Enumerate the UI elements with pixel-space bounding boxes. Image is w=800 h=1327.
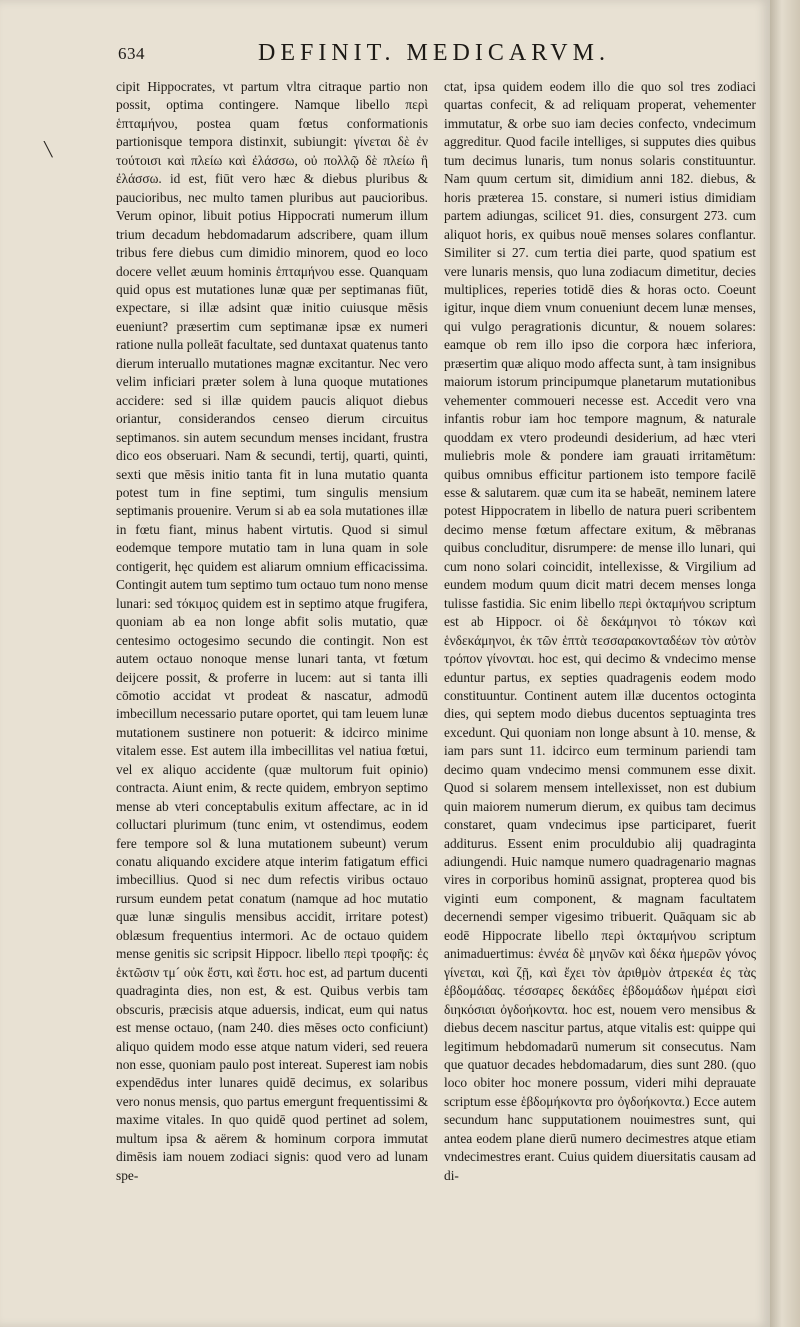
column-text: cipit Hippocrates, vt partum vltra citraque partio non possit, optima contingere. Namque libello περὶ ἑπταμήνου, postea quam fœtus conformationis partionisque tempora distinxit, subiungit: γίνεται δὲ ἐν τούτοισι καὶ πλείω καὶ ἐλάσσω, οὐ πολλῷ δὲ πλείω ἢ ἐλάσσω. id est, fiūt vero hæc & diebus pluribus & paucioribus, nec multo tamen pluribus aut paucioribus. Verum opinor, libuit potius Hippocrati numerum illum trium decadum hebdomadarum adscribere, quam illum tribus fere diebus cum dimidio minorem, quod eo loco docere vellet æuum hominis ἑπταμήνου esse. Quanquam quid opus est mutationes lunæ quæ per septimanas fiūt, expectare, si illæ adsint quæ initio cuiusque mēsis eueniunt? præsertim cum septimanæ ipsæ ex numeri ratione nulla polleāt facultate, sed duntaxat quatenus tanto dierum interuallo mutationes magnæ excitantur. Nec vero velim inficiari præter solem à luna quoque mutationes accidere: sed si illæ quidem paucis aliquot diebus oriantur, considerandos censeo dierum circuitus septimanos. sin autem secundum menses incidant, frustra dico eos obseruari. Nam & secundi, tertij, quarti, quinti, sexti que mēsis initio tanta fit in luna mutatio quanta potest tum in fine septimi, tum singulis mensium septimanis prouenire. Verum si ab ea sola mutationes illæ in fœtu fiant, minus habent virtutis. Quod si simul eodemque tempore mutatio tam in luna quam in sole contigerit, hęc quidem est aliarum omnium efficacissima. Contingit autem tum septimo tum octauo tum nono mense lunari: sed τόκιμος quidem est in septimo atque frugifera, quoniam ab ea non longe abfit solis mutatio, quæ centesimo octogesimo secundo die contingit. Non est autem octauo nonoque mense lunari tanta, vt fœtum deijcere possit, & proferre in lucem: aut si tanta illi cōmotio accidat vt prodeat & nascatur, admodū imbecillum necessario putare oportet, qui tam leuem lunæ mutationem sustinere non potuerit: & idcirco minime vitalem esse. Est autem illa imbecillitas vel natiua fœtui, vel ex aliquo accidente (quæ multorum fuit opinio) contracta. Aiunt enim, & recte quidem, embryon septimo mense ab vteri conceptabulis exitum affectare, ac in id colluctari plurimum (tunc enim, vt ostendimus, eodem fere tempore sol & luna mutationem subeunt) verum conatu aliquando excidere atque interim fatigatum effici imbecillius. Quod si nec dum refectis viribus octauo rursum eundem petat conatum (namque ad hoc mutatio quæ lunæ singulis mensibus accidit, irritare potest) oblæsum frequentius intermori. Ac de octauo quidem mense genitis sic scripsit Hippocr. libello περὶ τροφῆς: ἐς ἑκτῶσιν τμ´ οὐκ ἔστι, καὶ ἔστι. hoc est, ad partum ducenti quadraginta dies, non est, & est. Quibus verbis tam obscuris, præcisis atque aduersis, indicat, eum qui natus est mense octauo, (nam 240. dies mēses octo conficiunt) aliquo quidem modo esse atque natum videri, sed reuera non esse, quoniam paulo post intereat. Superest iam nobis expendēdus inter lunares quidē decimus, ex solaribus vero nonus mensis, quo partus emergunt frequentissimi & maxime vitales. In quo quidē quod pertinet ad solem, multum ipsa & aërem & hominum corpora immutat dimēsis iam nouem zodiaci signis: quod vero ad lunam spe- (116, 79, 428, 1183)
text-column-right (444, 78, 756, 1185)
next-page-edge (770, 0, 800, 1327)
text-column-left (116, 78, 428, 1185)
margin-tick-mark: ╲ (44, 143, 53, 158)
page-header (118, 40, 758, 74)
column-text: ctat, ipsa quidem eodem illo die quo sol tres zodiaci quartas confecit, & ad reliquam properat, vehementer immutatur, & orbe suo iam decies confecto, vndecimum aggreditur. Quod facile intelliges, si supputes dies quibus tum decimus lunaris, tum nonus solaris constituuntur. Nam quum certum sit, dimidium anni 182. diebus, & horis præterea 15. constare, si numeri istius dimidiam partem adiungas, scilicet 91. dies, consurgent 273. cum aliquot horis, ex quibus nouē menses solares conflantur. Similiter si 27. cum tertia diei parte, quod spatium est vere lunaris mensis, quo luna zodiacum dimetitur, decies multiplices, reperies totidē dies & horas octo. Coeunt igitur, inque diem vnum conueniunt decem lunæ menses, qui vulgo peragrationis dicuntur, & nouem solares: eamque ob rem illo ipso die corpora hæc inferiora, præsertim quæ aliquo modo affecta sunt, à tam insignibus maiorum istorum principumque planetarum mutationibus vehementer commoueri necesse est. Accedit vero vna infantis robur iam hoc tempore magnum, & naturale quoddam ex vtero prodeundi desiderium, ad hæc vteri muliebris mole & pondere iam grauati irritamētum: quibus omnibus efficitur partionem isto tempore facilē esse & salutarem. quæ cum ita se habeāt, neminem latere potest Hippocratem in libello de natura pueri scribentem decimo mense fœtum affectare exitum, & mēbranas quibus concluditur, disrumpere: de mense illo lunari, qui cum nono solari coincidit, intellexisse, & Virgilium ad eundem modum quum dicit matri decem menses longa tulisse fastidia. Sic enim libello περὶ ὀκταμήνου scriptum est ab Hippocr. οἱ δὲ δεκάμηνοι τὸ τόκων καὶ ἑνδεκάμηνοι, ἐκ τῶν ἑπτὰ τεσσαρακονταδέων τὸν αὐτὸν τρόπον γίνονται. hoc est, qui decimo & vndecimo mense eduntur partus, ex septies quadragenis eodem modo constituuntur. Continent autem illæ ducentos octoginta dies, qui septem modo diebus ducentos septuaginta tres excedunt. Qui quoniam non longe absunt à 10. mense, & iam pars sunt 11. idcirco eum terminum pariendi tam decimo quam vndecimo mensi communem esse dixit. Quod si solarem mensem intellexisset, non est dubium quin maiorem numerum dierum, ex quibus tam decimus constaret, quam vndecimus ipse participaret, fuerit additurus. Essent enim proculdubio alij quadraginta adiungendi. Huic namque numero quadragenario magnas vires in corporibus hominū assignat, propterea quod bis viginti eum component, & magnam facultatem decernendi semper vigesimo tribuerit. Quāquam sic ab eodē Hippocrate libello περὶ ὀκταμήνου scriptum animaduertimus: ἐννέα δὲ μηνῶν καὶ δέκα ἡμερῶν γόνος γίνεται, καὶ ζῇ, καὶ ἔχει τὸν ἀριθμὸν ἀτρεκέα ἐς τὰς ἑβδομάδας. τέσσαρες δεκάδες ἑβδομάδων ἡμέραι εἰσὶ διηκόσιαι ὀγδοήκοντα. hoc est, nouem vero mensibus & diebus decem nascitur partus, atque vitalis est: quippe qui legitimum hebdomadarū numerum sit consecutus. Nam que quatuor decades hebdomadarum, dies sunt 280. (quo loco obiter hoc monere possum, videri mihi deprauate scriptum esse ἑβδομήκοντα pro ὀγδοήκοντα.) Ecce autem secundum hanc supputationem nouimestres sunt, qui antea eodem plane dierū numero decimestres atque etiam vndecimestres erant. Cuius quidem diuersitatis causam ad di- (444, 79, 756, 1183)
running-head: DEFINIT. MEDICARVM. (258, 40, 610, 66)
page-number: 634 (118, 44, 145, 63)
